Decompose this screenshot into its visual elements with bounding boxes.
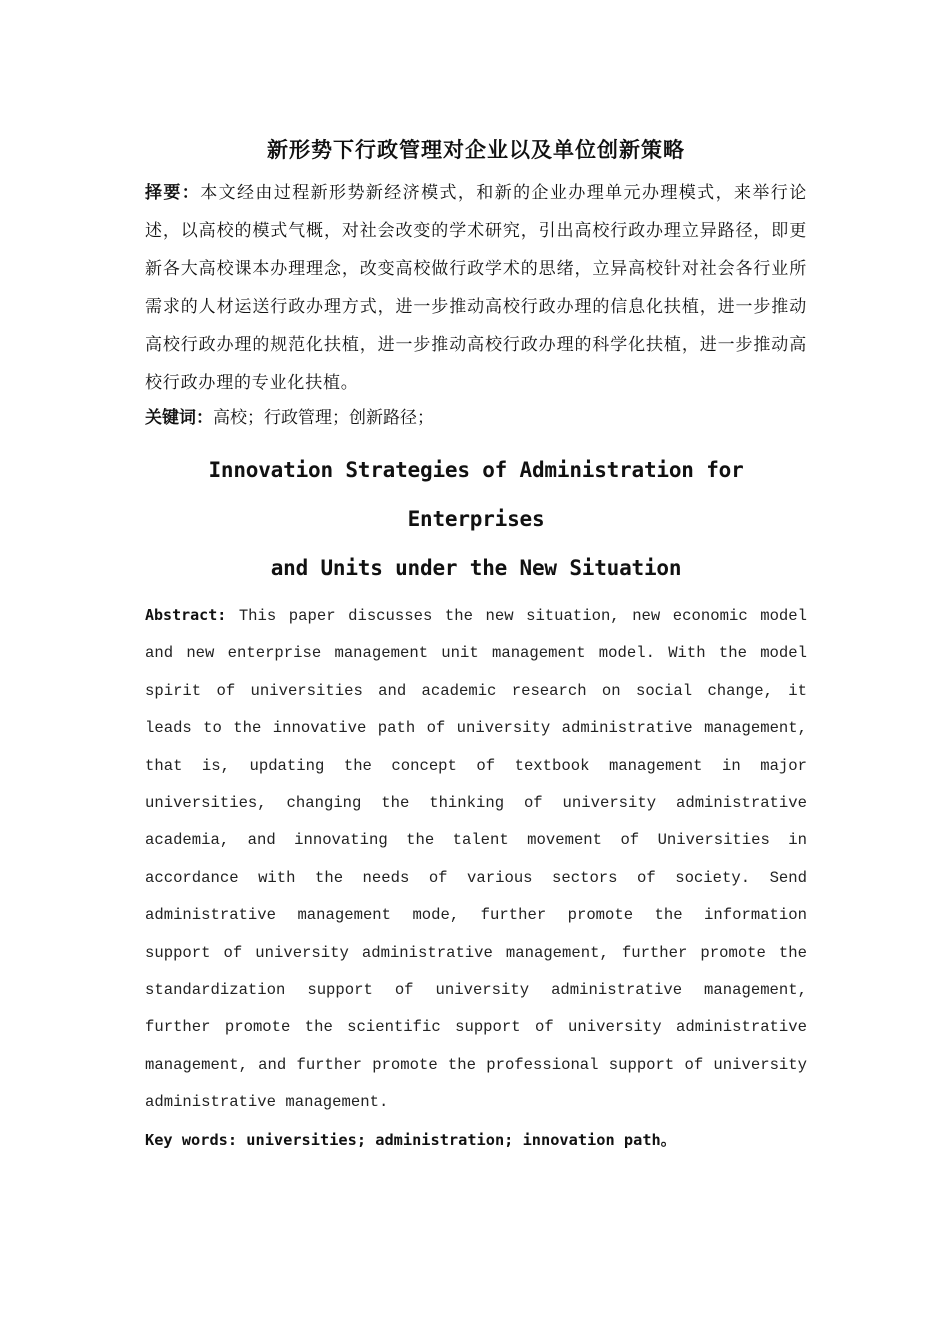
english-keywords: Key words: universities; administration; innovation path。 bbox=[145, 1130, 677, 1149]
chinese-abstract-text: 本文经由过程新形势新经济模式，和新的企业办理单元办理模式，来举行论述，以高校的模式气概，对社会改变的学术研究，引出高校行政办理立异路径，即更新各大高校课本办理理念，改变高校做行政学术的思绪，立异高校针对社会各行业所需求的人材运送行政办理方式，进一步推动高校行政办理的信息化扶植，进一步推动高校行政办理的规范化扶植，进一步推动高校行政办理的科学化扶植，进一步推动高校行政办理的专业化扶植。 bbox=[145, 183, 807, 393]
english-abstract-label: Abstract: bbox=[145, 606, 227, 624]
english-abstract bbox=[145, 597, 807, 1122]
chinese-keywords-text: 高校；行政管理；创新路径； bbox=[213, 408, 434, 428]
english-title bbox=[139, 446, 813, 593]
english-title-line-1: Innovation Strategies of Administration for Enterprises bbox=[208, 458, 744, 531]
english-abstract-text: This paper discusses the new situation, new economic model and new enterprise management unit management model. With the model spirit of universities and academic research on social change, it leads to the innovative path of university administrative management, that is, updating the concept of textbook management in major universities, changing the thinking of university administrative academia, and innovating the talent movement of Universities in accordance with the needs of various sectors of society. Send administrative management mode, further promote the information support of university administrative management, further promote the standardization support of university administrative management, further promote the scientific support of university administrative management, and further promote the professional support of university administrative management. bbox=[145, 607, 807, 1112]
chinese-abstract bbox=[145, 174, 807, 402]
english-title-line-2: and Units under the New Situation bbox=[270, 556, 682, 580]
chinese-keywords bbox=[145, 402, 807, 434]
chinese-abstract-label: 择要： bbox=[145, 183, 201, 203]
chinese-title: 新形势下行政管理对企业以及单位创新策略 bbox=[267, 138, 685, 162]
chinese-keywords-label: 关键词： bbox=[145, 408, 213, 428]
document-page bbox=[145, 130, 807, 1158]
